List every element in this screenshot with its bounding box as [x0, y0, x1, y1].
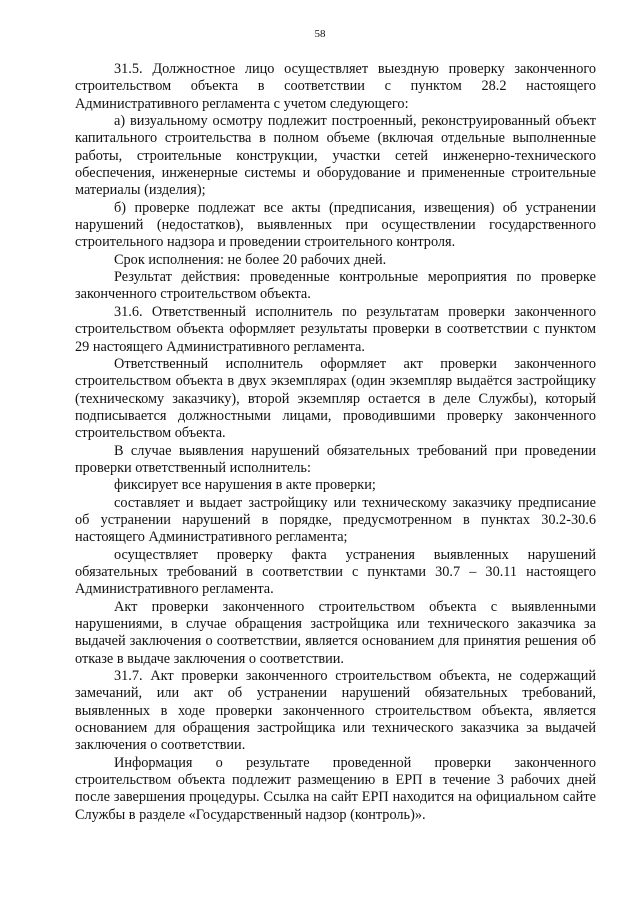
paragraph-item-a: а) визуальному осмотру подлежит построенный, реконструированный объект капитального строительства в полном объеме (включая отдельные выполненные работы, строительные конструкции, участки сетей инженерно-технического обеспечения, инженерные системы и оборудование и примененные строительные материалы (изделия);	[75, 113, 596, 199]
paragraph-31-5: 31.5. Должностное лицо осуществляет выездную проверку законченного строительством объекта в соответствии с пунктом 28.2 настоящего Административного регламента с учетом следующего:	[75, 61, 596, 112]
paragraph-31-6: 31.6. Ответственный исполнитель по результатам проверки законченного строительством объекта оформляет результаты проверки в соответствии с пунктом 29 настоящего Административного регламента.	[75, 303, 596, 355]
document-body	[75, 61, 596, 824]
paragraph-record-violations: фиксирует все нарушения в акте проверки;	[114, 477, 376, 494]
paragraph-31-7: 31.7. Акт проверки законченного строительством объекта, не содержащий замечаний, или акт об устранении нарушений обязательных требований, выявленных в ходе проверки законченного строительством объекта, является основанием для обращения застройщика или технического заказчика за выдачей заключения о соответствии.	[75, 668, 596, 754]
paragraph-item-b: б) проверке подлежат все акты (предписания, извещения) об устранении нарушений (недостатков), выявленных при осуществлении государственного строительного надзора и проведении строительного контроля.	[75, 199, 596, 251]
paragraph-issue-order: составляет и выдает застройщику или техническому заказчику предписание об устранении нарушений в порядке, предусмотренном в пунктах 30.2-30.6 настоящего Административного регламента;	[75, 494, 596, 546]
paragraph-result: Результат действия: проведенные контрольные мероприятия по проверке законченного строительством объекта.	[75, 269, 596, 303]
page-number: 58	[314, 28, 326, 40]
paragraph-act-issuance: Ответственный исполнитель оформляет акт проверки законченного строительством объекта в двух экземплярах (один экземпляр выдаётся застройщику (техническому заказчику), второй экземпляр остается в деле Службы), который подписывается должностными лицами, проводившими проверку законченного строительством объекта.	[75, 355, 596, 442]
paragraph-deadline: Срок исполнения: не более 20 рабочих дней.	[114, 251, 387, 268]
paragraph-refusal-basis: Акт проверки законченного строительством объекта с выявленными нарушениями, в случае обращения застройщика или технического заказчика за выдачей заключения о соответствии, является основанием для принятия решения об отказе в выдаче заключения о соответствии.	[75, 598, 596, 667]
paragraph-verify-fix: осуществляет проверку факта устранения выявленных нарушений обязательных требований в соответствии с пунктами 30.7 – 30.11 настоящего Административного регламента.	[75, 546, 596, 598]
paragraph-violations-intro: В случае выявления нарушений обязательных требований при проведении проверки ответственный исполнитель:	[75, 442, 596, 476]
paragraph-erp-info: Информация о результате проведенной проверки законченного строительством объекта подлежит размещению в ЕРП в течение 3 рабочих дней после завершения процедуры. Ссылка на сайт ЕРП находится на официальном сайте Службы в разделе «Государственный надзор (контроль)».	[75, 754, 596, 823]
